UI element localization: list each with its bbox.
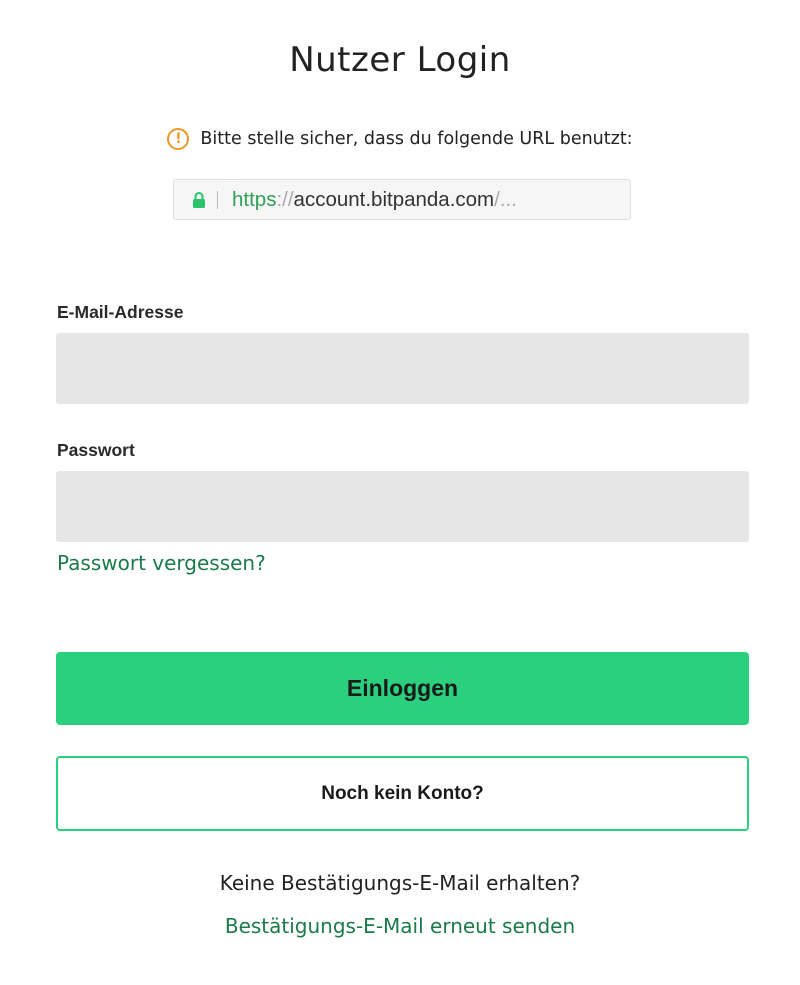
url-slashes: ://: [276, 187, 294, 211]
password-label: Passwort: [57, 440, 135, 460]
url-scheme: https: [232, 187, 277, 211]
url-path: /...: [494, 187, 517, 211]
no-confirmation-text: Keine Bestätigungs-E-Mail erhalten?: [219, 871, 581, 895]
url-host: account.bitpanda.com: [293, 187, 495, 211]
url-separator: [217, 191, 218, 209]
lock-icon: [192, 191, 206, 209]
login-button[interactable]: Einloggen: [56, 652, 749, 725]
page-title: Nutzer Login: [289, 40, 511, 80]
warning-circle-icon: !: [167, 128, 189, 150]
security-notice: [0, 128, 800, 150]
url-bar-illustration: [173, 179, 631, 220]
email-label: E-Mail-Adresse: [57, 302, 184, 322]
signup-button[interactable]: Noch kein Konto?: [56, 756, 749, 831]
forgot-password-link[interactable]: Passwort vergessen?: [57, 551, 266, 575]
security-notice-text: Bitte stelle sicher, dass du folgende URL benutzt:: [200, 129, 633, 149]
email-input[interactable]: [56, 333, 749, 404]
resend-confirmation-link[interactable]: Bestätigungs-E-Mail erneut senden: [224, 914, 576, 938]
password-input[interactable]: [56, 471, 749, 542]
